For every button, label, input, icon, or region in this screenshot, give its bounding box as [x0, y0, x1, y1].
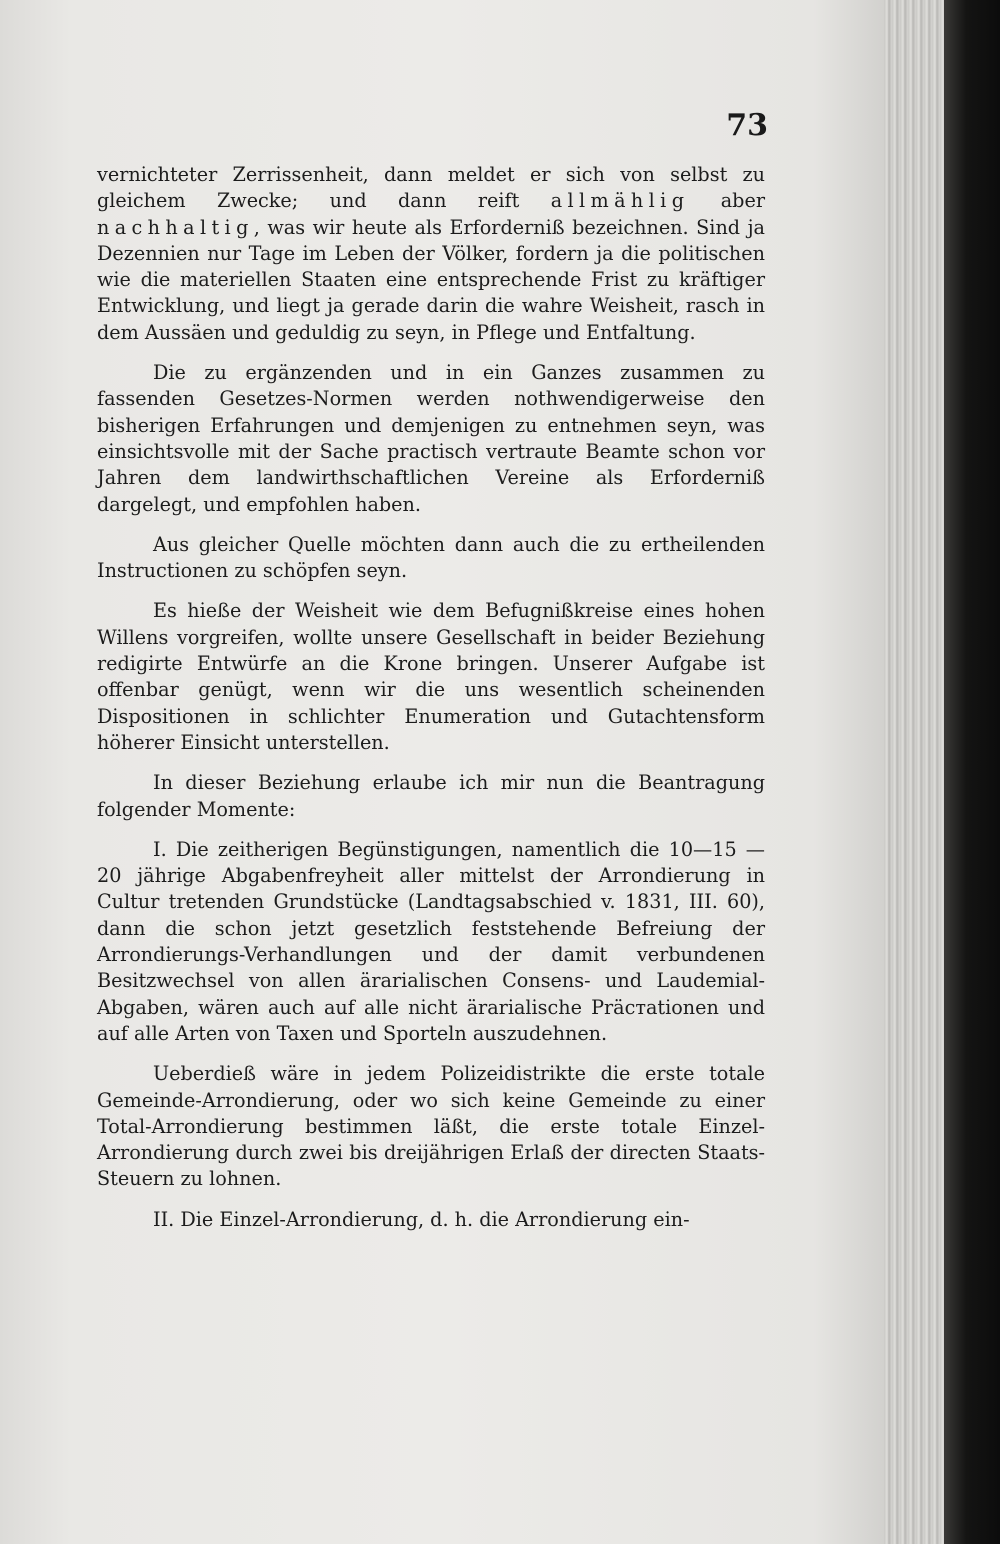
- paragraph-7: Ueberdieß wäre in jedem Polizeidistrikte die erste totale Gemeinde-Arrondierung, oder wo sich keine Gemeinde zu einer Total-Arrondierung bestimmen läßt, die erste totale Einzel-Arrondierung durch zwei bis dreijährigen Erlaß der directen Staats-Steuern zu lohnen.: [97, 1062, 765, 1191]
- page-number: 73: [726, 108, 768, 143]
- paragraph-5: In dieser Beziehung erlaube ich mir nun die Beantragung folgender Momente:: [97, 771, 765, 821]
- paragraph-1-segment-1: vernichteter Zerrissenheit, dann meldet er sich von selbst zu gleichem Zwecke; und dann reift: [97, 163, 765, 213]
- paragraph-4: Es hieße der Weisheit wie dem Befugnißkreise eines hohen Willens vorgreifen, wollte unsere Gesellschaft in beider Beziehung redigirte Entwürfe an die Krone bringen. Unserer Aufgabe ist offenbar genügt, wenn wir die uns wesentlich scheinenden Dispositionen in schlichter Enumeration und Gutachtensform höherer Einsicht unterstellen.: [97, 599, 765, 754]
- paragraph-8: II. Die Einzel-Arrondierung, d. h. die Arrondierung ein-: [153, 1207, 690, 1231]
- paragraph-2: Die zu ergänzenden und in ein Ganzes zusammen zu fassenden Gesetzes-Normen werden nothwendigerweise den bisherigen Erfahrungen und demjenigen zu entnehmen seyn, was einsichtsvolle mit der Sache practisch vertraute Beamte schon vor Jahren dem landwirthschaftlichen Vereine als Erforderniß dargelegt, und empfohlen haben.: [97, 361, 765, 516]
- paragraph-3: Aus gleicher Quelle möchten dann auch die zu ertheilenden Instructionen zu schöpfen seyn.: [97, 532, 765, 583]
- paragraph-1-segment-2: aber: [689, 189, 765, 213]
- page-stack-edge: [884, 0, 944, 1544]
- paragraph-1-spaced-word-1: allmählig: [550, 189, 690, 213]
- paragraph-1-spaced-word-2: nachhaltig: [97, 215, 254, 239]
- paragraph-1: [97, 162, 765, 346]
- body-text: [97, 162, 765, 1247]
- paragraph-1-segment-3: , was wir heute als Erforderniß bezeichnen. Sind ja Dezennien nur Tage im Leben der Völker, fordern ja die politischen wie die materiellen Staaten eine entsprechende Frist zu kräftiger Entwicklung, und liegt ja gerade darin die wahre Weisheit, rasch in dem Aussäen und geduldig zu seyn, in Pflege und Entfaltung.: [97, 215, 765, 344]
- paragraph-6: I. Die zeitherigen Begünstigungen, namentlich die 10—15 —20 jährige Abgabenfreyheit aller mittelst der Arrondierung in Cultur tretenden Grundstücke (Landtagsabschied v. 1831, III. 60), dann die schon jetzt gesetzlich feststehende Befreiung der Arrondierungs-Verhandlungen und der damit verbundenen Besitzwechsel von allen ärarialischen Consens- und Laudemial-Abgaben, wären auch auf alle nicht ärarialische Präстationen und auf alle Arten von Taxen und Sporteln auszudehnen.: [97, 837, 765, 1045]
- book-binding: [944, 0, 1000, 1544]
